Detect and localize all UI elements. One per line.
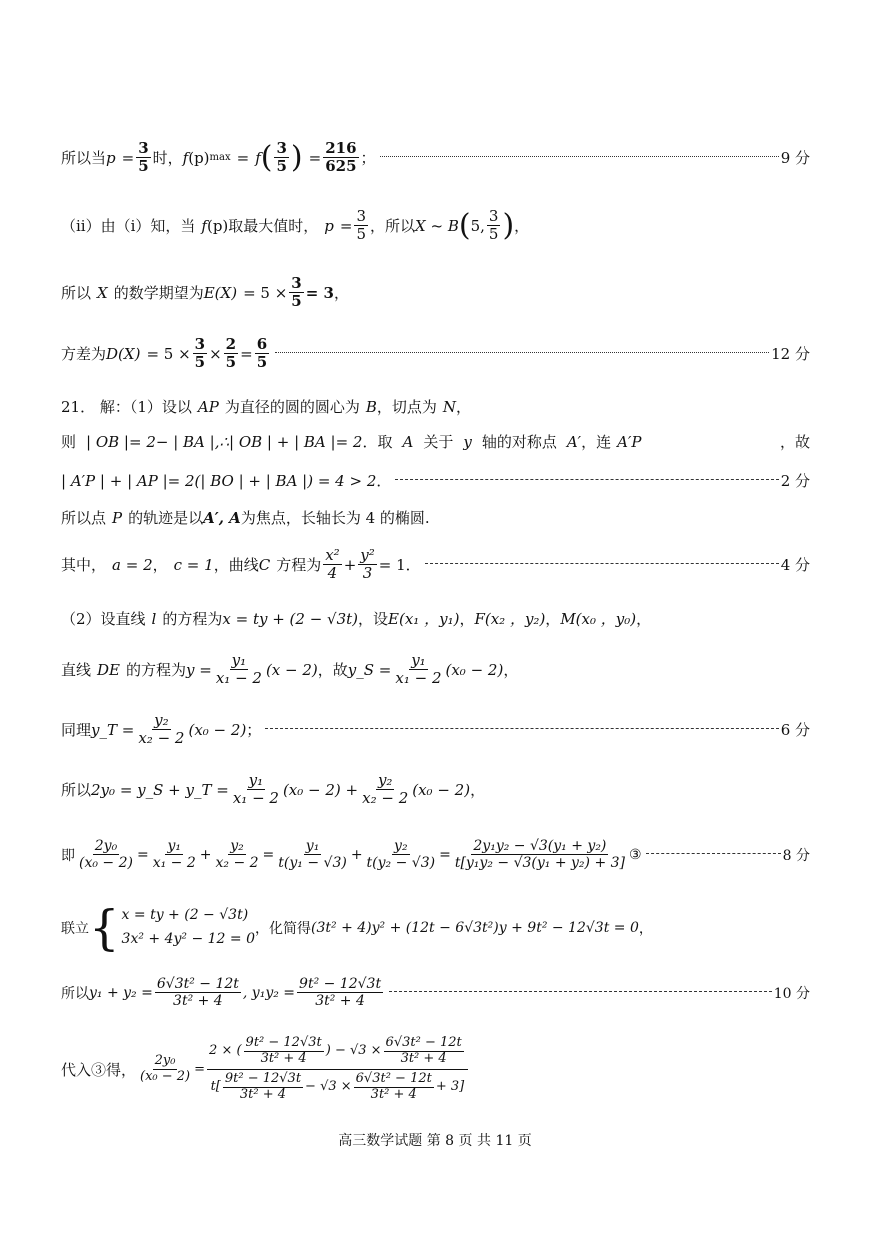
fraction: $\frac{\text{y₁}}{\text{x₁ − 2}}$ — [215, 651, 262, 688]
math: DE — [97, 660, 120, 679]
text: 所以当 — [61, 149, 107, 168]
text: ，故 — [317, 661, 348, 680]
math: B — [365, 397, 377, 416]
text: 方程为 — [276, 556, 322, 575]
math: E(x₁ ，y₁) — [388, 610, 460, 628]
math: ) − √3 × — [325, 1042, 382, 1058]
math: = 5 × — [243, 283, 288, 302]
math: y = — [186, 660, 212, 679]
text: 关于 — [423, 433, 454, 451]
math: × — [209, 344, 222, 363]
text: ， — [503, 661, 519, 680]
fraction: $\frac{\text{2y₁y₂ − √3(y₁ + y₂)}}{\text{t[y₁y₂ − √3(y₁ + y₂) + 3]}}$ — [454, 838, 625, 872]
line-5 — [61, 396, 810, 417]
math: (x₀ − 2) — [412, 780, 471, 799]
fraction: $\frac{\text{9t² − 12√3t}}{\text{3t² + 4}}$ — [299, 976, 382, 1010]
math: P — [112, 508, 123, 527]
math: C — [258, 555, 271, 574]
text: 所以 — [61, 985, 89, 1002]
fraction: $\frac{3}{5}$ — [138, 139, 149, 176]
line-7 — [61, 470, 810, 491]
text: ； — [246, 721, 262, 740]
math: , y₁y₂ = — [242, 984, 296, 1001]
score: 12 分 — [771, 345, 810, 364]
line-13 — [61, 772, 810, 808]
fraction: $\frac{3}{5}$ — [356, 207, 367, 244]
math: X ~ B — [415, 216, 459, 235]
math: (p) — [206, 216, 229, 235]
text: ， — [456, 398, 472, 416]
score: 4 分 — [780, 556, 810, 575]
math: 5, — [470, 216, 485, 235]
text: 所以点 — [61, 509, 107, 527]
subscript: max — [209, 152, 231, 164]
math: | A′P | + | AP |= 2(| BO | + | BA |) = 4 > 2 — [61, 471, 377, 490]
text: 代入③得， — [61, 1060, 137, 1079]
math: 2y₀ = y_S + y_T = — [91, 780, 229, 799]
dash-leader — [265, 728, 778, 729]
text: ， — [152, 556, 168, 575]
fraction: $\frac{3}{5}$ — [276, 139, 287, 176]
text: 为直径的圆的圆心为 — [224, 398, 360, 416]
line-11 — [61, 652, 810, 688]
math: − √3 × — [305, 1078, 352, 1094]
text: ； — [360, 149, 376, 168]
text: ， — [514, 217, 530, 236]
line-10 — [61, 608, 810, 629]
math: = — [240, 344, 253, 363]
text: ，化简得 — [255, 921, 312, 937]
score: 9 分 — [780, 149, 810, 168]
text: （ii）由（i）知，当 — [61, 217, 196, 236]
math: = — [236, 148, 250, 167]
text: 的方程为 — [162, 610, 223, 628]
score: 2 分 — [780, 472, 810, 490]
text: 21． 解：（1）设以 — [61, 398, 192, 416]
math: X — [97, 283, 108, 302]
math: M(x₀ ，y₀) — [560, 610, 637, 628]
math: f — [201, 216, 207, 235]
text: 为焦点，长轴长为 4 的椭圆. — [240, 509, 430, 527]
math: x = ty + (2 − √3t) — [222, 609, 359, 628]
dot-leader — [380, 156, 779, 157]
math: l — [151, 609, 157, 628]
text: ． — [376, 472, 392, 490]
math: A′ — [566, 432, 582, 451]
text: 所以 — [61, 781, 92, 800]
text: ，故 — [779, 433, 810, 451]
math: A′, A — [203, 508, 241, 527]
dash-leader — [395, 479, 778, 480]
math: F(x₂ ，y₂) — [474, 610, 546, 628]
math: = 5 × — [146, 344, 191, 363]
text: ， — [638, 921, 653, 937]
text: ， — [333, 284, 349, 303]
math: A — [402, 432, 414, 451]
text: ，切点为 — [376, 398, 437, 416]
math: = 3 — [305, 283, 334, 302]
text: 直线 — [61, 661, 92, 680]
math: = — [339, 216, 353, 235]
math: t[ — [210, 1078, 221, 1094]
text: 方差为 — [61, 345, 107, 364]
score: 10 分 — [773, 985, 810, 1002]
text: ，连 — [581, 433, 612, 451]
text: ，曲线 — [213, 556, 259, 575]
math: | OB |= 2− | BA |,∴| OB | + | BA |= 2 — [86, 432, 363, 451]
math: y₁ + y₂ = — [89, 984, 153, 1001]
math: = — [439, 846, 451, 863]
line-3 — [61, 275, 810, 311]
line-1: 所以当 p = $\frac{3}{5}$ 时， f (p) max = f ( $\frac{3}{5}$ ) = $\frac{216}{625}$ ； 9 分 — [61, 139, 810, 176]
text: ．取 — [362, 433, 393, 451]
text: 轴的对称点 — [481, 433, 557, 451]
fraction: $\frac{3}{5}$ — [488, 207, 499, 244]
fraction: $\frac{\text{y₁}}{\text{x₁ − 2}}$ — [152, 838, 196, 872]
page-footer: 高三数学试题 第 8 页 共 11 页 — [338, 1133, 532, 1149]
line-14 — [61, 838, 810, 871]
fraction: $\frac{2}{5}$ — [225, 335, 237, 372]
math: D(X) — [106, 344, 141, 363]
fraction: $\frac{\text{y₂}}{\text{x₂ − 2}}$ — [215, 838, 259, 872]
fraction: $\frac{\text{9t² − 12√3t}}{\text{3t² + 4}}$ — [224, 1070, 302, 1102]
fraction: $\frac{\text{y₁}}{\text{x₁ − 2}}$ — [232, 771, 279, 808]
math: A′P — [617, 432, 642, 451]
circled-three: ③ — [629, 846, 642, 863]
fraction: $\frac{\text{y₁}}{\text{t(y₁ − √3)}}$ — [278, 838, 347, 872]
line-16 — [61, 976, 810, 1009]
math: = — [308, 148, 322, 167]
line-17 — [61, 1036, 810, 1103]
math: p — [324, 216, 334, 235]
math: f — [255, 148, 261, 167]
math: + — [199, 846, 212, 863]
math: = — [121, 148, 135, 167]
fraction: $\frac{3}{5}$ — [194, 335, 206, 372]
text: ，所以 — [370, 217, 416, 236]
text: 同理 — [61, 721, 92, 740]
equation-system: { x = ty + (2 − √3t) 3x² + 4y² − 12 = 0 — [89, 900, 256, 956]
fraction: $\frac{\text{y₂}}{\text{x₂ − 2}}$ — [362, 771, 409, 808]
dot-leader — [275, 352, 769, 353]
math: + — [350, 846, 363, 863]
math: (x₀ − 2) — [445, 660, 504, 679]
text: 的数学期望为 — [113, 284, 204, 303]
text: （2）设直线 — [61, 610, 146, 628]
line-6 — [61, 431, 810, 452]
math: y_T = — [91, 720, 135, 739]
math: + 3] — [435, 1078, 465, 1094]
dash-leader — [646, 853, 781, 854]
fraction: $\frac{\text{6√3t² − 12t}}{\text{3t² + 4}}$ — [385, 1035, 462, 1066]
line-8 — [61, 507, 810, 528]
text: 联立 — [61, 921, 89, 937]
text: ， — [636, 610, 652, 628]
line-12 — [61, 712, 810, 748]
text: 的轨迹是以 — [128, 509, 204, 527]
score: 6 分 — [780, 721, 810, 740]
math: E(X) — [203, 283, 238, 302]
fraction: $\frac{\text{2y₀}}{\text{(x₀ − 2)}}$ — [79, 838, 133, 872]
fraction: $\frac{\text{2y₀}}{\text{(x₀ − 2)}}$ — [140, 1052, 191, 1084]
math: p — [106, 148, 116, 167]
equation-row: x = ty + (2 − √3t) — [121, 907, 249, 924]
math: f — [182, 148, 189, 167]
score: 8 分 — [782, 847, 810, 864]
text: ． — [405, 556, 421, 575]
text: 则 — [61, 433, 77, 451]
fraction: $\frac{\text{6√3t² − 12t}}{\text{3t² + 4}}$ — [355, 1070, 432, 1102]
fraction: $\frac{216}{625}$ — [325, 139, 357, 176]
text: ， — [459, 610, 475, 628]
line-9 — [61, 547, 810, 583]
math: = 1 — [378, 555, 406, 574]
math: (p) — [188, 148, 210, 167]
fraction: $\frac{6}{5}$ — [256, 335, 268, 372]
math: a = 2 — [112, 555, 153, 574]
fraction: $\frac{\text{x²}}{4}$ — [325, 546, 340, 583]
text: 取最大值时， — [228, 217, 319, 236]
fraction: $\frac{\text{y₂}}{\text{x₂ − 2}}$ — [138, 711, 185, 748]
compound-fraction — [207, 1036, 468, 1103]
math: (3t² + 4)y² + (12t − 6√3t²)y + 9t² − 12√3t = 0 — [311, 920, 639, 936]
fraction: $\frac{\text{9t² − 12√3t}}{\text{3t² + 4}}$ — [245, 1035, 322, 1066]
math: c = 1 — [173, 555, 214, 574]
text: 时， — [152, 149, 183, 168]
fraction: $\frac{\text{y²}}{3}$ — [360, 546, 375, 583]
line-4 — [61, 336, 810, 372]
text: 其中， — [61, 556, 107, 575]
math: (x − 2) — [265, 660, 318, 679]
math: = — [194, 1061, 206, 1077]
text: ，设 — [358, 610, 389, 628]
fraction: $\frac{\text{6√3t² − 12t}}{\text{3t² + 4}}$ — [156, 976, 239, 1010]
dash-leader — [389, 991, 772, 992]
math: = — [262, 846, 275, 863]
math: y — [463, 432, 472, 451]
math: AP — [197, 397, 219, 416]
fraction: $\frac{\text{y₁}}{\text{x₁ − 2}}$ — [395, 651, 442, 688]
math: N — [442, 397, 457, 416]
math: (x₀ − 2) + — [282, 780, 359, 799]
text: 所以 — [61, 284, 92, 303]
fraction: $\frac{\text{y₂}}{\text{t(y₂ − √3)}}$ — [366, 838, 436, 872]
math: y_S = — [347, 660, 392, 679]
math: + — [343, 555, 357, 574]
line-15 — [61, 900, 810, 956]
fraction: $\frac{3}{5}$ — [291, 274, 302, 311]
text: ， — [545, 610, 561, 628]
text: 的方程为 — [126, 661, 187, 680]
line-2: （ii）由（i）知，当 f (p) 取最大值时， p = $\frac{3}{5}$ ，所以 X ~ B ( 5, $\frac{3}{5}$ ) ， — [61, 207, 530, 244]
math: (x₀ − 2) — [188, 720, 247, 739]
text: ， — [470, 781, 486, 800]
math: 2 × ( — [209, 1042, 242, 1058]
equation-row: 3x² + 4y² − 12 = 0 — [121, 931, 256, 947]
text: 即 — [61, 847, 75, 864]
math: = — [136, 846, 149, 863]
dash-leader — [425, 563, 779, 564]
